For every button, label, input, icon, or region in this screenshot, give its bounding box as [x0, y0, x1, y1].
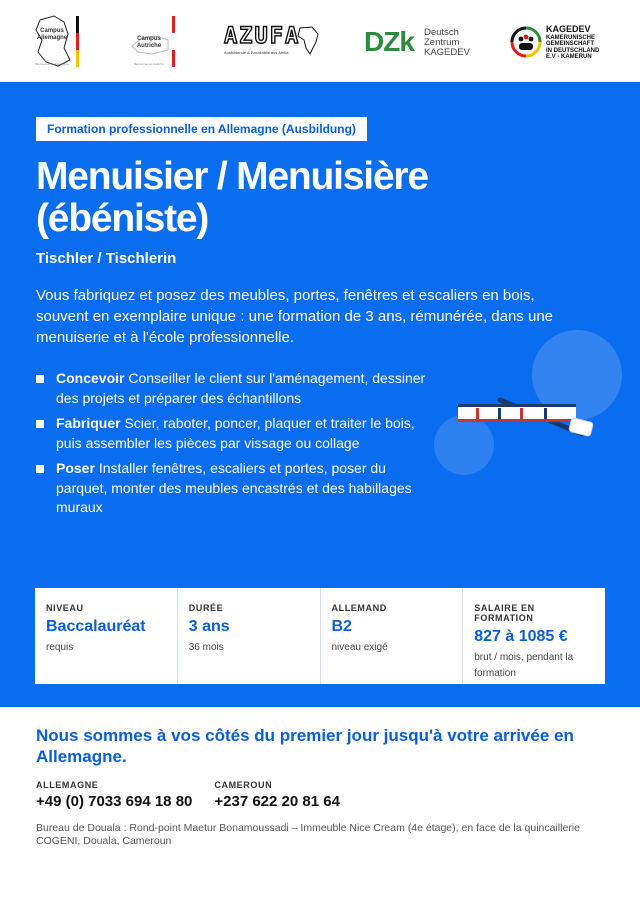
fact-value: 827 à 1085 €	[474, 628, 568, 645]
kagedev-line-1: KAMERUNISCHE	[546, 35, 596, 41]
kagedev-emblem-icon	[510, 26, 542, 58]
square-bullet-icon	[36, 465, 44, 473]
phone-label: CAMEROUN	[214, 780, 273, 790]
phone-label: ALLEMAGNE	[36, 780, 99, 790]
kagedev-subtitle	[546, 35, 599, 61]
contact-heading: Nous sommes à vos côtés du premier jour jusqu'à votre arrivée en Allemagne.	[36, 726, 574, 766]
hero-section	[0, 82, 640, 707]
africa-map-icon	[296, 26, 320, 56]
task-item	[36, 459, 436, 518]
fact-label: ALLEMAND	[331, 603, 387, 613]
azufa-wordmark: AZUFA	[224, 24, 301, 49]
fact-german-level	[321, 588, 464, 684]
fact-duration	[178, 588, 321, 684]
kagedev-line-3: IN DEUTSCHLAND	[546, 47, 600, 54]
key-facts-table	[35, 588, 605, 684]
square-bullet-icon	[36, 375, 44, 383]
phone-contacts	[36, 780, 362, 810]
job-title-line-1: Menuisier / Menuisière	[36, 155, 428, 198]
task-description: Conseiller le client sur l'aménagement, dessiner des projets et préparer des échantillons	[56, 370, 426, 406]
fact-label: DURÉE	[188, 603, 224, 613]
dzk-line-1: Deutsch	[424, 27, 459, 38]
azufa-tagline: Ausbildende & Fachkräfte aus Afrika	[224, 50, 289, 55]
plane-tool-icon	[454, 382, 604, 442]
campus-autriche-name: Campus Autriche	[136, 36, 162, 49]
dzk-logo	[364, 26, 474, 60]
office-address: Bureau de Douala : Rond-point Maetur Bonamoussadi – Immeuble Nice Cream (4e étage), en face de la quincaillerie COGENI, Douala, Cameroun	[36, 822, 580, 847]
campus-allemagne-logo	[30, 14, 84, 70]
job-title-line-2: (ébéniste)	[36, 197, 209, 240]
campus-autriche-logo	[128, 16, 180, 68]
kagedev-line-4: E.V - KAMERUN	[546, 54, 592, 61]
azufa-logo	[222, 24, 322, 60]
fact-note: requis	[46, 642, 74, 653]
fact-salary	[463, 588, 605, 684]
fact-value: 3 ans	[188, 618, 230, 635]
job-title-german: Tischler / Tischlerin	[36, 250, 177, 267]
job-title	[36, 156, 596, 240]
campus-allemagne-name: Campus Allemagne	[36, 28, 68, 41]
task-list	[36, 369, 436, 524]
phone-cameroon	[214, 780, 340, 810]
campus-allemagne-sub: Bienvenue en Allemagne	[35, 62, 69, 66]
kagedev-logo	[510, 22, 610, 62]
task-item	[36, 369, 436, 408]
task-heading: Concevoir	[56, 370, 125, 386]
phone-germany	[36, 780, 192, 810]
fact-level	[35, 588, 178, 684]
partner-logo-strip	[0, 0, 640, 82]
fact-value: B2	[331, 618, 352, 635]
dzk-line-3: KAGEDEV	[424, 47, 470, 58]
fact-value: Baccalauréat	[46, 618, 146, 635]
task-heading: Fabriquer	[56, 415, 121, 431]
phone-number: +49 (0) 7033 694 18 80	[36, 793, 193, 810]
campus-autriche-sub: Bienvenue en Autriche	[133, 62, 165, 66]
task-item	[36, 414, 436, 453]
fact-note: niveau exigé	[331, 642, 388, 653]
category-tag: Formation professionnelle en Allemagne (Ausbildung)	[36, 117, 367, 141]
dzk-name	[424, 28, 470, 58]
task-heading: Poser	[56, 460, 95, 476]
fact-note: 36 mois	[188, 642, 224, 653]
kagedev-name: KAGEDEV	[546, 24, 591, 34]
fact-label: SALAIRE EN FORMATION	[474, 603, 535, 623]
dzk-wordmark: DZk	[364, 26, 414, 57]
square-bullet-icon	[36, 420, 44, 428]
job-intro: Vous fabriquez et posez des meubles, portes, fenêtres et escaliers en bois, souvent en exemplaire unique : une formation de 3 ans, rémunérée, dans une menuiserie et à l'école professionnelle.	[36, 287, 554, 346]
task-description: Installer fenêtres, escaliers et portes, poser du parquet, monter des meubles encastrés et des habillages muraux	[56, 460, 412, 515]
task-description: Scier, raboter, poncer, plaquer et traiter le bois, puis assembler les pièces par vissage ou collage	[56, 415, 415, 451]
fact-note: brut / mois, pendant la formation	[474, 652, 574, 679]
dzk-line-2: Zentrum	[424, 37, 460, 48]
phone-number: +237 622 20 81 64	[214, 793, 340, 810]
fact-label: NIVEAU	[46, 603, 84, 613]
kagedev-line-2: GEMEINSCHAFT	[546, 41, 594, 48]
